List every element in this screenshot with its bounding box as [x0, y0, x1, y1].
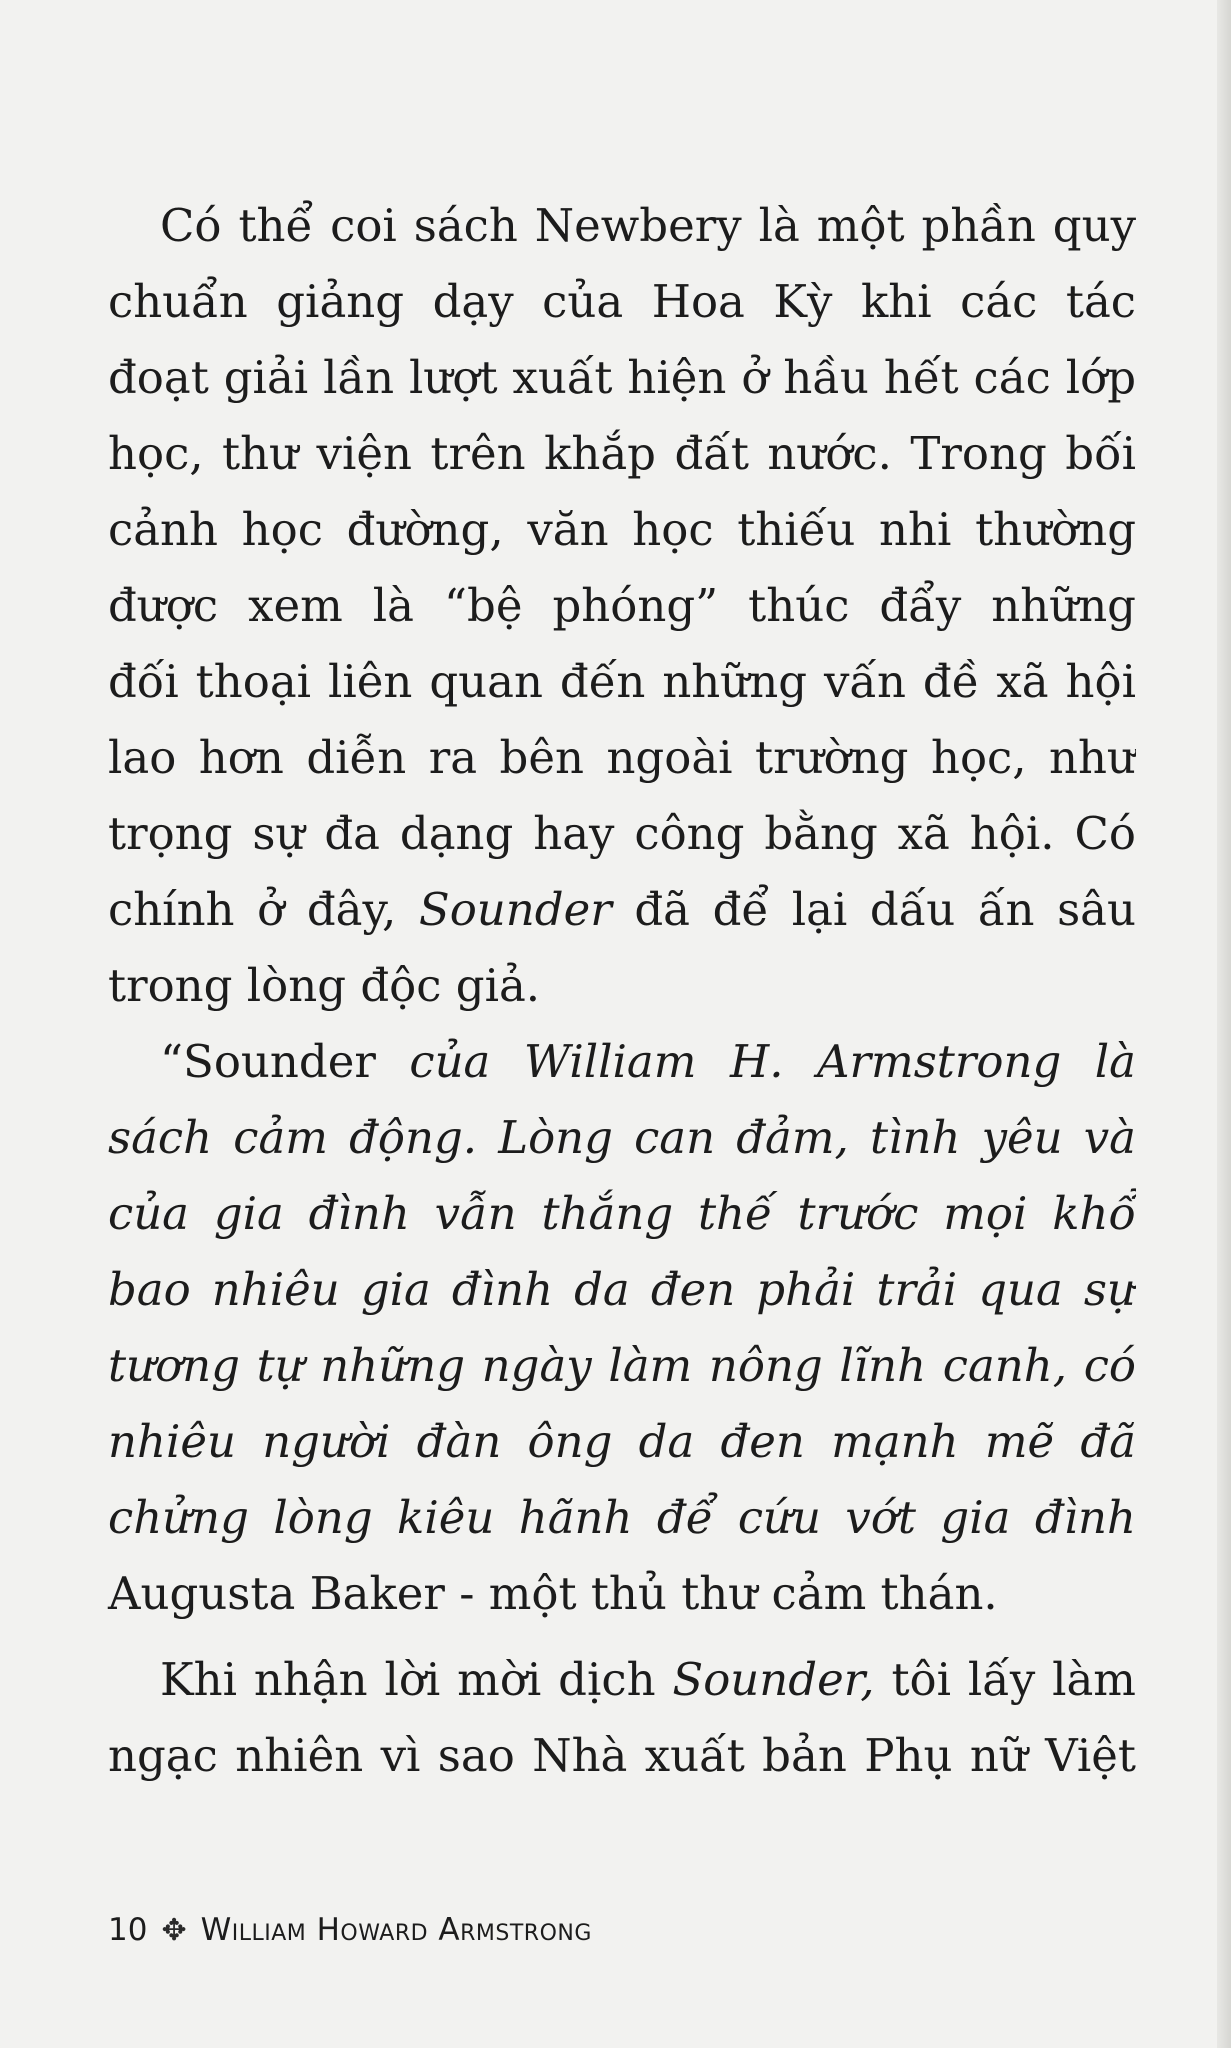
- book-title: Sounder: [418, 883, 612, 936]
- paragraph-gap: [108, 1632, 1136, 1642]
- text-line: chửng lòng kiêu hãnh để cứu vớt gia đình: [108, 1491, 1136, 1544]
- text-line: được xem là “bệ phóng” thúc đẩy những: [108, 579, 1136, 632]
- text-segment: của William H. Armstrong là: [409, 1035, 1136, 1088]
- text-line: [108, 1642, 1136, 1718]
- text-line: của gia đình vẫn thắng thế trước mọi khổ: [108, 1187, 1136, 1240]
- text-line: trong lòng độc giả.: [108, 959, 541, 1012]
- page-number: 10: [108, 1912, 148, 1948]
- text-line: tương tự những ngày làm nông lĩnh canh, có: [108, 1339, 1136, 1392]
- text-segment: đã để lại dấu ấn sâu: [634, 883, 1136, 936]
- text-line: Augusta Baker - một thủ thư cảm thán.: [108, 1567, 998, 1620]
- text-line: cảnh học đường, văn học thiếu nhi thường: [108, 503, 1136, 556]
- text-line: nhiêu người đàn ông da đen mạnh mẽ đã: [108, 1415, 1136, 1468]
- text-line: đối thoại liên quan đến những vấn đề xã hội: [108, 655, 1136, 708]
- text-segment: tôi lấy làm: [891, 1653, 1136, 1706]
- book-title: “Sounder: [160, 1035, 376, 1088]
- ornament-icon: ✥: [161, 1912, 187, 1948]
- text-line: [108, 872, 1136, 948]
- text-line: Có thể coi sách Newbery là một phần quy: [160, 199, 1136, 252]
- body-text: [108, 188, 1136, 1794]
- text-line: bao nhiêu gia đình da đen phải trải qua sự: [108, 1263, 1136, 1316]
- text-line: lao hơn diễn ra bên ngoài trường học, như: [108, 731, 1136, 784]
- page-footer: [108, 1912, 592, 1948]
- book-title: Sounder,: [672, 1653, 875, 1706]
- paragraph-1: [108, 188, 1136, 1024]
- text-line: ngạc nhiên vì sao Nhà xuất bản Phụ nữ Việt: [108, 1729, 1136, 1782]
- text-line: chuẩn giảng dạy của Hoa Kỳ khi các tác: [108, 275, 1136, 328]
- text-segment: Khi nhận lời mời dịch: [160, 1653, 656, 1706]
- page-edge: [1217, 0, 1231, 2048]
- paragraph-3: [108, 1642, 1136, 1794]
- text-line: đoạt giải lần lượt xuất hiện ở hầu hết các lớp: [108, 351, 1136, 404]
- text-line: trọng sự đa dạng hay công bằng xã hội. Có: [108, 807, 1136, 860]
- paragraph-2-quote: [108, 1024, 1136, 1632]
- running-author: William Howard Armstrong: [200, 1912, 592, 1948]
- text-segment: chính ở đây,: [108, 883, 397, 936]
- text-line: học, thư viện trên khắp đất nước. Trong bối: [108, 427, 1136, 480]
- text-line: sách cảm động. Lòng can đảm, tình yêu và: [108, 1111, 1136, 1164]
- text-line: [108, 1024, 1136, 1100]
